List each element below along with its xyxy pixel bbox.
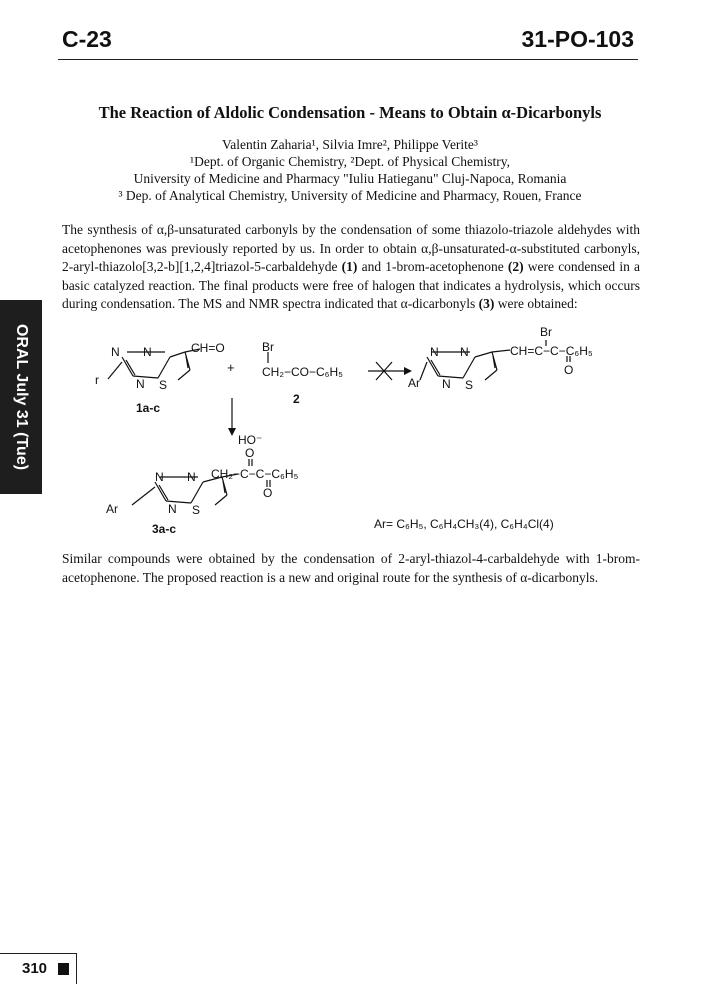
p1-text-a: The synthesis of α,β-unsaturated carbonyls by the condensation of some thiazolo-triazole aldehydes with acetophenones was previously reported by us. In order to obtain α,β-unsaturated-α-substituted carbonyls, 2-aryl-thiazolo[3,2-b][1,2,4]triazol-5-carbaldehyde — [62, 222, 640, 275]
aryl-definition: Ar= C₆H₅, C₆H₄CH₃(4), C₆H₄Cl(4) — [374, 517, 554, 531]
page-number-box — [0, 953, 77, 984]
s4-nitrogen-2: N — [460, 345, 469, 359]
s4-aryl: Ar — [408, 376, 420, 390]
affiliation-university: University of Medicine and Pharmacy "Iuliu Hatieganu" Cluj-Napoca, Romania — [133, 171, 567, 186]
s1-aldehyde: CH=O — [191, 341, 225, 355]
p1-text-c: and 1-brom-acetophenone — [357, 259, 508, 275]
paper-title: The Reaction of Aldolic Condensation - Means to Obtain α-Dicarbonyls — [98, 103, 602, 122]
compound-label-3a-c: 3a-c — [152, 522, 177, 536]
plus-sign: + — [227, 360, 235, 375]
body-paragraph-2: Similar compounds were obtained by the condensation of 2-aryl-thiazol-4-carbaldehyde with 1-brom-acetophenone. The proposed reaction is a new and original route for the synthesis of α-dicarbonyls. — [62, 551, 640, 585]
p1-text-g: were obtained: — [494, 296, 578, 312]
author-names: Valentin Zaharia¹, Silvia Imre², Philippe Verite³ — [222, 137, 478, 152]
page-number: 310 — [22, 960, 48, 977]
s4-sulfur: S — [465, 378, 474, 392]
side-tab-label: ORAL July 31 (Tue) — [13, 323, 30, 471]
arrowhead-down — [228, 428, 236, 436]
compound-ref-1: (1) — [341, 259, 358, 275]
s3-sulfur: S — [192, 503, 201, 517]
s3-oxygen-bottom: O — [263, 486, 273, 500]
s1-sulfur: S — [159, 378, 168, 392]
s1-nitrogen-3: N — [136, 377, 145, 391]
arrowhead-right — [404, 367, 412, 375]
compound-label-2: 2 — [293, 392, 300, 406]
s4-nitrogen-1: N — [430, 345, 439, 359]
reagent-hydroxide: HO⁻ — [238, 433, 263, 447]
s1-nitrogen-2: N — [143, 345, 152, 359]
affiliation-depts: ¹Dept. of Organic Chemistry, ²Dept. of Physical Chemistry, — [190, 154, 510, 169]
compound-ref-3: (3) — [478, 296, 495, 312]
s4-oxygen: O — [564, 363, 574, 377]
s1-aryl: r — [95, 373, 99, 387]
s3-nitrogen-3: N — [168, 502, 177, 516]
s4-nitrogen-3: N — [442, 377, 451, 391]
s2-formula: CH₂−CO−C₆H₅ — [262, 365, 344, 379]
s4-chain: CH=C−C−C₆H₅ — [510, 344, 593, 358]
compound-label-1a-c: 1a-c — [136, 401, 161, 415]
header-left-code: C-23 — [62, 26, 112, 52]
s1-nitrogen-1: N — [111, 345, 120, 359]
s3-oxygen-top: O — [245, 446, 255, 460]
compound-ref-2: (2) — [507, 259, 524, 275]
s2-bromine: Br — [262, 340, 274, 354]
s3-nitrogen-1: N — [155, 470, 164, 484]
s3-nitrogen-2: N — [187, 470, 196, 484]
p1-text-e: were condensed in a basic catalyzed reaction. The final products were free of halogen that indicates a hydrolysis, which occurs during condensation. The MS and NMR spectra indicated that α-dicarbonyls — [62, 259, 640, 312]
s4-bromine: Br — [540, 325, 552, 339]
page-marker-square — [58, 963, 69, 975]
affiliation-rouen: ³ Dep. of Analytical Chemistry, University of Medicine and Pharmacy, Rouen, France — [118, 188, 582, 203]
side-tab — [0, 300, 42, 494]
header-right-code: 31-PO-103 — [521, 26, 634, 52]
s3-chain: CH₂−C−C−C₆H₅ — [211, 467, 299, 481]
s3-aryl: Ar — [106, 502, 118, 516]
